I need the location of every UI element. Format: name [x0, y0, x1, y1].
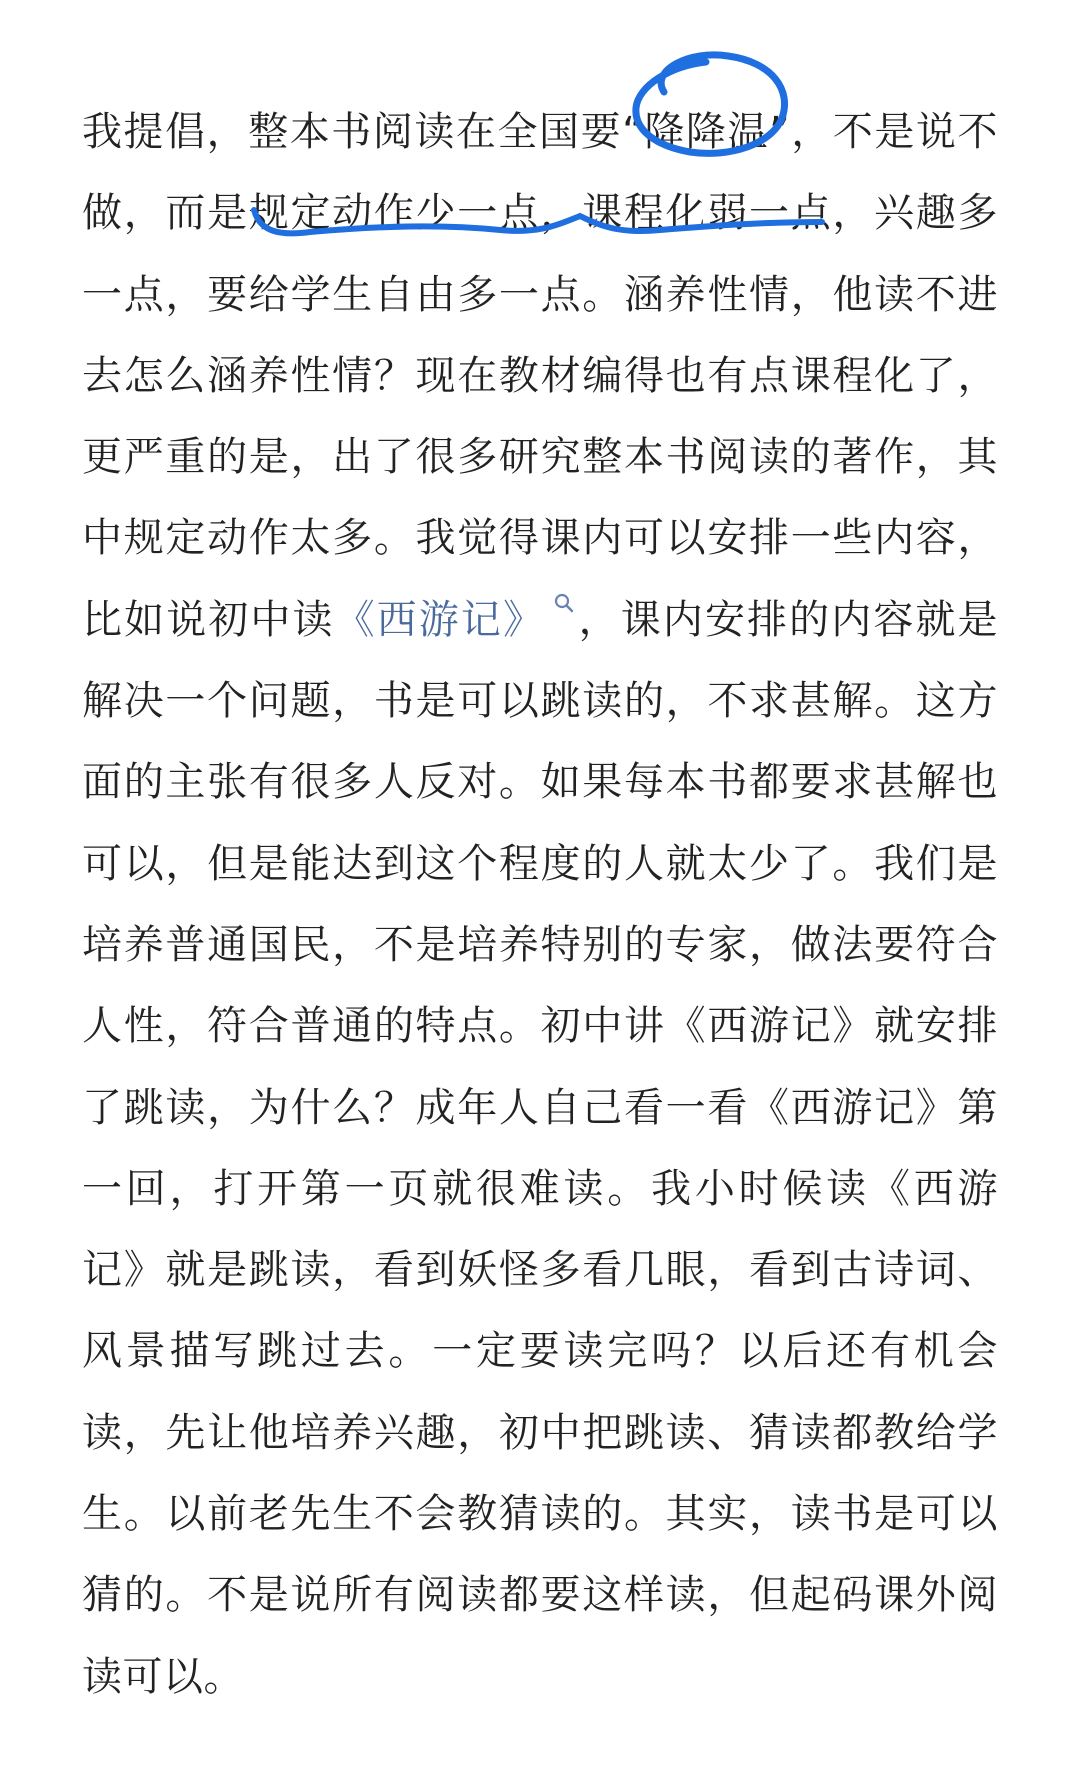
text-line: 一点，要给学生自由多一点。涵养性情，他读不进	[82, 271, 998, 318]
text-line: 了跳读，为什么？成年人自己看一看《西游记》第	[82, 1084, 998, 1131]
text-segment: 比如说初中读	[82, 596, 335, 643]
text-line: 解决一个问题，书是可以跳读的，不求甚解。这方	[82, 678, 998, 725]
text-line: 读，先让他培养兴趣，初中把跳读、猜读都教给学	[82, 1409, 998, 1456]
text-line: 记》就是跳读，看到妖怪多看几眼，看到古诗词、	[82, 1247, 998, 1294]
text-segment: ，课内安排的内容就是	[577, 596, 999, 643]
article-body	[82, 92, 998, 1718]
text-line: 去怎么涵养性情？现在教材编得也有点课程化了，	[82, 352, 998, 399]
search-icon[interactable]	[553, 592, 575, 618]
text-line: 面的主张有很多人反对。如果每本书都要求甚解也	[82, 759, 998, 806]
text-line: 读可以。	[82, 1653, 244, 1700]
text-line: 可以，但是能达到这个程度的人就太少了。我们是	[82, 840, 998, 887]
book-link-xiyouji[interactable]: 《西游记》	[334, 596, 546, 643]
text-line: 更严重的是，出了很多研究整本书阅读的著作，其	[82, 434, 998, 481]
text-line: 做，而是规定动作少一点，课程化弱一点，兴趣多	[82, 190, 998, 237]
text-line: 风景描写跳过去。一定要读完吗？以后还有机会	[82, 1328, 998, 1375]
text-line-with-link	[82, 580, 998, 661]
text-line: 猜的。不是说所有阅读都要这样读，但起码课外阅	[82, 1572, 998, 1619]
text-line: 一回，打开第一页就很难读。我小时候读《西游	[82, 1165, 998, 1212]
text-line: 中规定动作太多。我觉得课内可以安排一些内容，	[82, 515, 998, 562]
text-line: 培养普通国民，不是培养特别的专家，做法要符合	[82, 921, 998, 968]
text-line: 我提倡，整本书阅读在全国要“降降温”，不是说不	[82, 109, 998, 155]
text-line: 生。以前老先生不会教猜读的。其实，读书是可以	[82, 1491, 998, 1538]
text-line: 人性，符合普通的特点。初中讲《西游记》就安排	[82, 1003, 998, 1050]
